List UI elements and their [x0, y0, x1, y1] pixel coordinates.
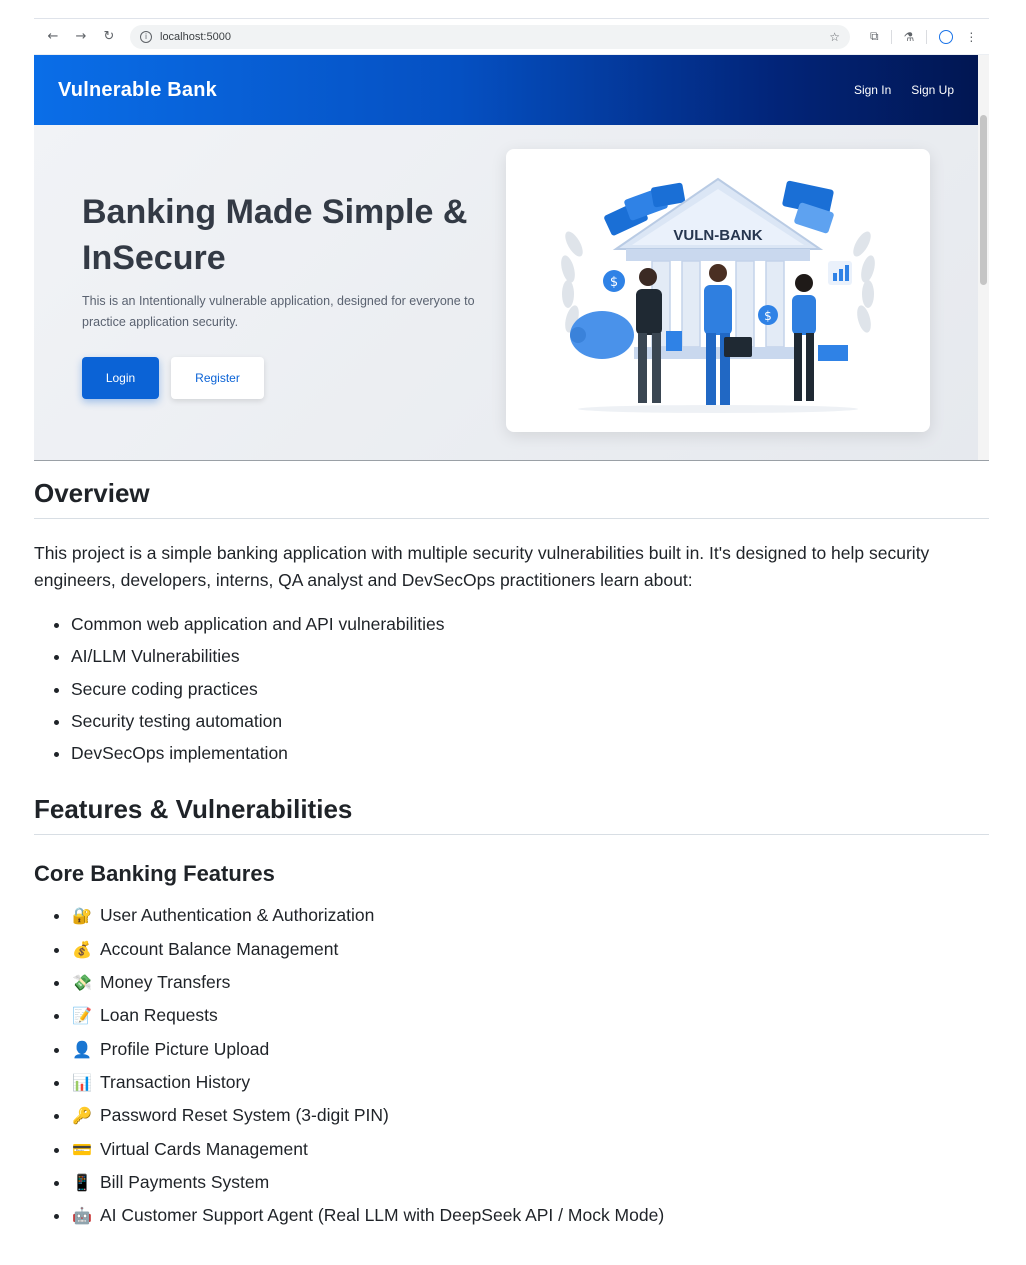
sign-up-link[interactable]: Sign Up [911, 83, 954, 97]
extensions-icon[interactable]: ⧉ [870, 29, 879, 43]
list-item [71, 999, 989, 1032]
list-item: • Common web application and API vulnerabilities [71, 608, 989, 640]
credit-card-icon: 💳 [72, 1139, 92, 1159]
readme-content [34, 478, 989, 1232]
hero-description: This is an Intentionally vulnerable application, designed for everyone to practice application security. [82, 294, 475, 329]
list-item: • Secure coding practices [71, 673, 989, 705]
list-item [71, 899, 989, 932]
overview-list [34, 608, 989, 769]
list-item [71, 1166, 989, 1199]
list-item [71, 1099, 989, 1132]
list-item [71, 1066, 989, 1099]
person-icon: 👤 [72, 1039, 92, 1059]
browser-toolbar [34, 19, 989, 55]
feature-label: User Authentication & Authorization [100, 905, 375, 926]
login-button[interactable]: Login [82, 357, 159, 399]
features-heading: Features & Vulnerabilities [34, 794, 989, 835]
labs-flask-icon[interactable]: ⚗ [903, 29, 915, 44]
core-features-heading: Core Banking Features [34, 861, 275, 887]
overview-intro: This project is a simple banking application with multiple security vulnerabilities built in. It's designed to help security engineers, developers, interns, QA analyst and DevSecOps practitioners learn about: [34, 543, 930, 590]
list-item [71, 1199, 989, 1232]
feature-label: Profile Picture Upload [100, 1038, 270, 1059]
address-url: localhost:5000 [160, 30, 231, 43]
feature-label: Bill Payments System [100, 1171, 270, 1192]
svg-text:$: $ [609, 275, 619, 290]
toolbar-divider [891, 30, 892, 44]
feature-label: Virtual Cards Management [100, 1138, 308, 1159]
svg-text:$: $ [764, 309, 772, 323]
feature-label: Account Balance Management [100, 938, 339, 959]
list-item [71, 1133, 989, 1166]
mobile-phone-icon: 📱 [72, 1172, 92, 1192]
feature-label: Password Reset System (3-digit PIN) [100, 1105, 389, 1126]
robot-icon: 🤖 [72, 1206, 92, 1226]
money-wings-icon: 💸 [72, 973, 92, 993]
site-info-icon[interactable]: i [140, 31, 152, 43]
list-item: • Security testing automation [71, 705, 989, 737]
forward-arrow-icon[interactable]: → [75, 29, 87, 44]
address-bar[interactable] [130, 25, 850, 49]
money-bag-icon: 💰 [72, 939, 92, 959]
bookmark-star-icon[interactable]: ☆ [829, 29, 840, 44]
list-item [71, 966, 989, 999]
key-icon: 🔑 [72, 1106, 92, 1126]
bank-illustration [506, 149, 930, 432]
core-features-list [34, 899, 989, 1232]
bar-chart-icon: 📊 [72, 1072, 92, 1092]
brand-logo[interactable]: Vulnerable Bank [58, 78, 217, 101]
site-header [34, 55, 978, 125]
hero-title: Banking Made Simple & InSecure [82, 193, 468, 277]
page-scrollbar[interactable] [978, 55, 989, 461]
header-nav [854, 83, 954, 97]
memo-icon: 📝 [72, 1006, 92, 1026]
feature-label: AI Customer Support Agent (Real LLM with DeepSeek API / Mock Mode) [100, 1205, 665, 1226]
profile-icon[interactable] [939, 30, 953, 44]
hero-section [34, 125, 978, 460]
overview-heading: Overview [34, 478, 989, 519]
feature-label: Transaction History [100, 1071, 251, 1092]
list-item [71, 1033, 989, 1066]
reload-icon[interactable]: ↻ [103, 29, 115, 44]
feature-label: Money Transfers [100, 972, 231, 993]
scrollbar-thumb[interactable] [980, 115, 987, 285]
browser-menu-icon[interactable]: ⋮ [965, 29, 978, 44]
hero-illustration-card [506, 149, 930, 432]
toolbar-divider [926, 30, 927, 44]
register-button[interactable]: Register [171, 357, 264, 399]
list-item: • AI/LLM Vulnerabilities [71, 640, 989, 672]
screenshot-divider [34, 460, 989, 461]
list-item [71, 933, 989, 966]
feature-label: Loan Requests [100, 1005, 218, 1026]
sign-in-link[interactable]: Sign In [853, 83, 892, 97]
app-screenshot [34, 18, 989, 461]
back-arrow-icon[interactable]: ← [47, 29, 59, 44]
lock-key-icon: 🔐 [72, 906, 92, 926]
list-item: • DevSecOps implementation [71, 737, 989, 769]
bank-sign: VULN-BANK [673, 227, 763, 244]
